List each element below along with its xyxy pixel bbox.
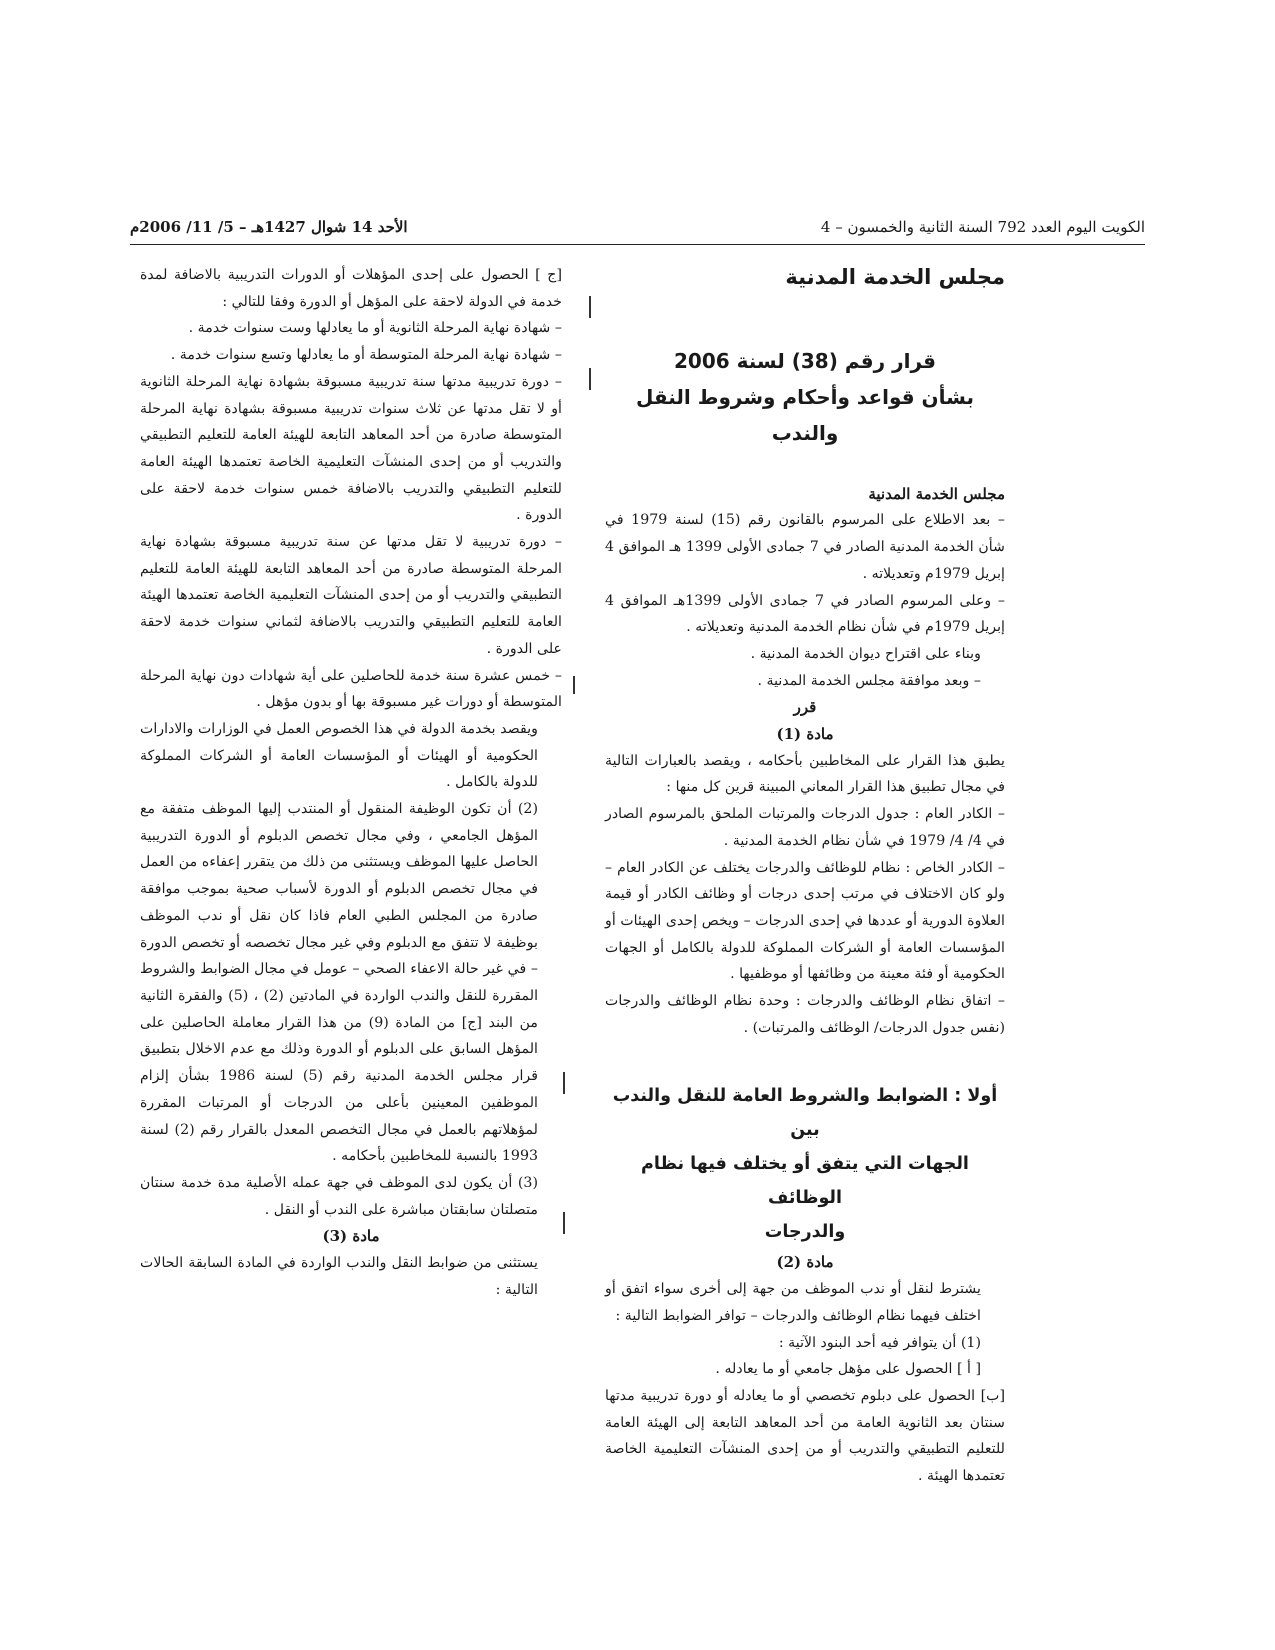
preamble-item: وبناء على اقتراح ديوان الخدمة المدنية . [750, 645, 981, 662]
part-one-title-line: أولا : الضوابط والشروط العامة للنقل والندب بين [612, 1086, 998, 1141]
definition-item: – الكادر العام : جدول الدرجات والمرتبات الملحق بالمرسوم الصادر في 4/ 4/ 1979 في شأن نظام الخدمة المدنية . [605, 806, 1005, 849]
margin-mark [563, 1212, 565, 1234]
decision-number: قرار رقم (38) لسنة 2006 [673, 348, 936, 373]
decided-label: قرر [793, 698, 817, 717]
margin-mark [563, 1072, 565, 1094]
qualification-item: – دورة تدريبية لا تقل مدتها عن سنة تدريبية مسبوقة بشهادة نهاية المرحلة المتوسطة صادرة من أحد المعاهد التابعة للهيئة العامة للتعليم التطبيقي والتدريب أو من إحدى المنشآت التعليمية الخاصة تعتمدها الهيئة العامة للتعليم التطبيقي والتدريب بالاضافة لثماني سنوات خدمة لاحقة على الدورة . [140, 534, 562, 657]
part-one-title-line: والدرجات [764, 1222, 846, 1243]
margin-mark [589, 368, 591, 390]
article-2-item: (1) أن يتوافر فيه أحد البنود الآتية : [778, 1334, 981, 1351]
condition-2: (2) أن تكون الوظيفة المنقول أو المنتدب إليها الموظف متفقة مع المؤهل الجامعي ، وفي مجال تخصص الدبلوم أو الدورة التدريبية الحاصل عليها الموظف ويستثنى من ذلك من يتقرر إعفاءه من العمل في مجال تخصص الدبلوم أو الدورة لأسباب صحية بموجب موافقة صادرة من المجلس الطبي العام فاذا كان نقل أو ندب الموظف بوظيفة لا تتفق مع الدبلوم وفي غير مجال تخصصه أو تخصص الدورة – في غير حالة الاعفاء الصحي – عومل في مجال الضوابط والشروط المقررة للنقل والندب الواردة في المادتين (2) ، (5) والفقرة الثانية من البند [ج] من المادة (9) من هذا القرار معاملة الحاصلين على المؤهل السابق على الدبلوم أو الدورة وذلك مع عدم الاخلال بتطبيق قرار مجلس الخدمة المدنية رقم (5) لسنة 1986 بشأن إلزام الموظفين المعينين بأعلى من الدرجات أو المرتبات المقررة لمؤهلاتهم بالعمل في مجال التخصص المعدل بالقرار رقم (2) لسنة 1993 بالنسبة للمخاطبين بأحكامه . [140, 801, 539, 1165]
service-definition: ويقصد بخدمة الدولة في هذا الخصوص العمل في الوزارات والادارات الحكومية أو الهيئات أو المؤسسات العامة أو الشركات المملوكة للدولة بالكامل . [140, 720, 538, 791]
article-2-text: يشترط لنقل أو ندب الموظف من جهة إلى أخرى سواء اتفق أو اختلف فيهما نظام الوظائف والدرجات – توافر الضوابط التالية : [605, 1281, 981, 1324]
part-one-title-line: الجهات التي يتفق أو يختلف فيها نظام الوظائف [641, 1154, 969, 1209]
article-2-heading: مادة (2) [776, 1253, 834, 1272]
decision-title [605, 343, 1005, 451]
page-header [130, 214, 1145, 245]
article-1-text: يطبق هذا القرار على المخاطبين بأحكامه ، ويقصد بالعبارات التالية في مجال تطبيق هذا القرار المعاني المبينة قرين كل منها : [605, 752, 1005, 796]
qualification-item: – دورة تدريبية مدتها سنة تدريبية مسبوقة بشهادة نهاية المرحلة الثانوية أو لا تقل مدتها عن ثلاث سنوات تدريبية مسبوقة بشهادة نهاية المرحلة المتوسطة صادرة من أحد المعاهد التابعة للهيئة العامة للتعليم التطبيقي والتدريب أو من إحدى المنشآت التعليمية الخاصة تعتمدها الهيئة العامة للتعليم التطبيقي والتدريب بالاضافة خمس سنوات خدمة لاحقة على الدورة . [140, 373, 562, 524]
section-name: مجلس الخدمة المدنية [785, 265, 1005, 289]
article-2-item: [ب] الحصول على دبلوم تخصصي أو ما يعادله أو دورة تدريبية مدتها سنتان بعد الثانوية العامة من أحد المعاهد التابعة إلى الهيئة العامة للتعليم التطبيقي والتدريب أو من إحدى المنشآت التعليمية الخاصة تعتمدها الهيئة . [605, 1387, 1005, 1485]
article-3-heading: مادة (3) [322, 1227, 380, 1246]
article-3-text: يستثنى من ضوابط النقل والندب الواردة في المادة السابقة الحالات التالية : [140, 1255, 538, 1298]
preamble-item: – وبعد موافقة مجلس الخدمة المدنية . [757, 672, 981, 689]
qualification-item: – شهادة نهاية المرحلة الثانوية أو ما يعادلها وست سنوات خدمة . [188, 320, 562, 337]
part-one-title [605, 1079, 1005, 1249]
item-c: [ج ] الحصول على إحدى المؤهلات أو الدورات التدريبية بالاضافة لمدة خدمة في الدولة لاحقة على المؤهل أو الدورة وفقا للتالي : [140, 267, 562, 310]
qualification-item: – شهادة نهاية المرحلة المتوسطة أو ما يعادلها وتسع سنوات خدمة . [170, 347, 562, 364]
preamble-item: – بعد الاطلاع على المرسوم بالقانون رقم (15) لسنة 1979 في شأن الخدمة المدنية الصادر في 7 جمادى الأولى 1399 هـ الموافق 4 إبريل 1979م وتعديلاته . [605, 512, 1006, 582]
article-1-heading: مادة (1) [776, 725, 834, 744]
decision-subject: بشأن قواعد وأحكام وشروط النقل والندب [635, 384, 975, 445]
margin-mark [589, 296, 591, 318]
qualification-item: – خمس عشرة سنة خدمة للحاصلين على أية شهادات دون نهاية المرحلة المتوسطة أو دورات غير مسبوقة بها أو بدون مؤهل . [140, 667, 562, 711]
definition-item: – الكادر الخاص : نظام للوظائف والدرجات يختلف عن الكادر العام – ولو كان الاختلاف في مرتب إحدى درجات أو وظائف الكادر أو قيمة العلاوة الدورية أو عددها في إحدى الدرجات – ويخص إحدى الهيئات أو المؤسسات العامة أو الشركات المملوكة للدولة بالكامل أو الجهات الحكومية أو فئة معينة من وظائفها أو موظفيها . [605, 859, 1005, 983]
article-2-item: [ أ ] الحصول على مؤهل جامعي أو ما يعادله . [715, 1361, 981, 1378]
margin-mark [573, 676, 575, 694]
condition-3: (3) أن يكون لدى الموظف في جهة عمله الأصلية مدة خدمة سنتان متصلتان سابقتان مباشرة على الندب أو النقل . [140, 1174, 538, 1218]
right-column [605, 264, 1005, 1490]
issuing-body: مجلس الخدمة المدنية [868, 484, 1005, 503]
issue-date: الأحد 14 شوال 1427هـ – 5/ 11/ 2006م [130, 218, 408, 236]
definition-item: – اتفاق نظام الوظائف والدرجات : وحدة نظام الوظائف والدرجات (نفس جدول الدرجات/ الوظائف والمرتبات) . [605, 993, 1005, 1036]
left-column [140, 262, 562, 1303]
preamble-item: – وعلى المرسوم الصادر في 7 جمادى الأولى 1399هـ الموافق 4 إبريل 1979م في شأن نظام الخدمة المدنية وتعديلاته . [605, 592, 1005, 636]
gazette-issue-info: الكويت اليوم العدد 792 السنة الثانية والخمسون – 4 [820, 218, 1145, 236]
